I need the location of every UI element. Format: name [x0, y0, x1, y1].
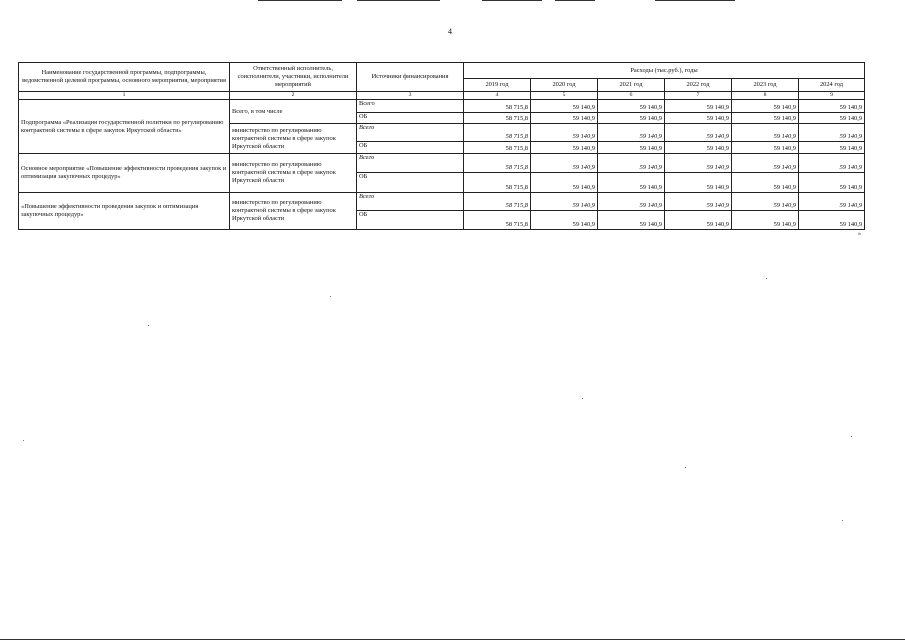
scan-speck	[148, 325, 149, 326]
value-cell: 59 140,9	[799, 113, 865, 124]
value-cell: 59 140,9	[732, 142, 799, 154]
scan-rule	[357, 0, 440, 1]
value-cell: 59 140,9	[665, 100, 732, 113]
value-cell: 59 140,9	[531, 211, 598, 230]
header-expenses: Расходы (тыс.руб.), годы	[464, 63, 865, 79]
value-cell: 59 140,9	[665, 211, 732, 230]
table-row	[19, 193, 865, 211]
value-cell: 59 140,9	[598, 142, 665, 154]
value-cell: 59 140,9	[732, 124, 799, 142]
value-cell: 59 140,9	[598, 100, 665, 113]
source-cell: ОБ	[357, 142, 464, 154]
value-cell: 59 140,9	[799, 154, 865, 173]
value-cell: 59 140,9	[531, 113, 598, 124]
value-cell: 59 140,9	[799, 211, 865, 230]
header-year: 2021 год	[598, 79, 665, 92]
executor-ministry: министерство по регулированию контрактной системы в сфере закупок Иркутской области	[230, 124, 357, 154]
scan-rule	[482, 0, 542, 1]
column-number-row	[19, 92, 865, 100]
value-cell: 59 140,9	[531, 142, 598, 154]
executor-total: Всего, в том числе	[230, 100, 357, 124]
value-cell: 59 140,9	[665, 124, 732, 142]
value-cell: 58 715,8	[464, 100, 531, 113]
value-cell: 59 140,9	[531, 173, 598, 193]
column-number: 8	[732, 92, 799, 100]
value-cell: 59 140,9	[665, 193, 732, 211]
header-year: 2020 год	[531, 79, 598, 92]
executor-ministry: министерство по регулированию контрактной системы в сфере закупок Иркутской области	[230, 193, 357, 230]
main-activity-name: Основное мероприятие «Повышение эффективности проведения закупок и оптимизация закупочных процедур»	[19, 154, 230, 193]
scan-rule	[655, 0, 735, 1]
source-cell: ОБ	[357, 173, 464, 193]
value-cell: 59 140,9	[799, 193, 865, 211]
value-cell: 59 140,9	[732, 154, 799, 173]
closing-quote-mark: »	[858, 231, 861, 237]
value-cell: 59 140,9	[598, 124, 665, 142]
header-year: 2022 год	[665, 79, 732, 92]
value-cell: 58 715,8	[464, 124, 531, 142]
value-cell: 59 140,9	[665, 173, 732, 193]
source-cell: Всего	[357, 124, 464, 142]
activity-name: «Повышение эффективности проведения закупок и оптимизация закупочных процедур»	[19, 193, 230, 230]
executor-ministry: министерство по регулированию контрактной системы в сфере закупок Иркутской области	[230, 154, 357, 193]
value-cell: 58 715,8	[464, 113, 531, 124]
value-cell: 59 140,9	[799, 124, 865, 142]
source-cell: ОБ	[357, 113, 464, 124]
header-year: 2019 год	[464, 79, 531, 92]
column-number: 1	[19, 92, 230, 100]
value-cell: 59 140,9	[598, 173, 665, 193]
source-cell: ОБ	[357, 211, 464, 230]
column-number: 4	[464, 92, 531, 100]
value-cell: 59 140,9	[598, 154, 665, 173]
value-cell: 59 140,9	[598, 193, 665, 211]
header-name: Наименование государственной программы, подпрограммы, ведомственной целевой программы, основного мероприятия, мероприятия	[19, 63, 230, 92]
scan-speck	[685, 467, 686, 468]
table-header	[19, 63, 865, 100]
value-cell: 59 140,9	[799, 173, 865, 193]
value-cell: 59 140,9	[732, 173, 799, 193]
table-row	[19, 154, 865, 173]
value-cell: 59 140,9	[531, 124, 598, 142]
value-cell: 59 140,9	[732, 100, 799, 113]
scan-speck	[851, 436, 852, 437]
scan-rule	[555, 0, 595, 1]
value-cell: 59 140,9	[531, 193, 598, 211]
value-cell: 58 715,8	[464, 154, 531, 173]
scan-rule	[258, 0, 342, 1]
value-cell: 59 140,9	[531, 154, 598, 173]
value-cell: 58 715,8	[464, 211, 531, 230]
value-cell: 59 140,9	[665, 113, 732, 124]
value-cell: 59 140,9	[732, 211, 799, 230]
header-sources: Источники финансирования	[357, 63, 464, 92]
scan-speck	[582, 398, 583, 399]
source-cell: Всего	[357, 193, 464, 211]
column-number: 2	[230, 92, 357, 100]
value-cell: 59 140,9	[799, 100, 865, 113]
value-cell: 59 140,9	[665, 142, 732, 154]
scan-speck	[766, 278, 767, 279]
value-cell: 59 140,9	[732, 113, 799, 124]
column-number: 7	[665, 92, 732, 100]
header-year: 2023 год	[732, 79, 799, 92]
budget-table	[18, 62, 865, 230]
value-cell: 59 140,9	[531, 100, 598, 113]
page-number: 4	[448, 27, 452, 36]
value-cell: 58 715,8	[464, 142, 531, 154]
scan-speck	[842, 520, 843, 521]
header-year: 2024 год	[799, 79, 865, 92]
value-cell: 59 140,9	[732, 193, 799, 211]
table-row	[19, 100, 865, 113]
value-cell: 59 140,9	[598, 113, 665, 124]
source-cell: Всего	[357, 154, 464, 173]
value-cell: 59 140,9	[799, 142, 865, 154]
source-cell: Всего	[357, 100, 464, 113]
value-cell: 58 715,8	[464, 193, 531, 211]
scan-speck	[23, 440, 24, 441]
column-number: 6	[598, 92, 665, 100]
column-number: 3	[357, 92, 464, 100]
value-cell: 58 715,8	[464, 173, 531, 193]
scan-speck	[330, 296, 331, 297]
subprogram-name: Подпрограмма «Реализация государственной политики по регулированию контрактной системы в сфере закупок Иркутской области»	[19, 100, 230, 154]
column-number: 9	[799, 92, 865, 100]
header-executor: Ответственный исполнитель, соисполнители, участники, исполнители мероприятий	[230, 63, 357, 92]
value-cell: 59 140,9	[665, 154, 732, 173]
value-cell: 59 140,9	[598, 211, 665, 230]
column-number: 5	[531, 92, 598, 100]
